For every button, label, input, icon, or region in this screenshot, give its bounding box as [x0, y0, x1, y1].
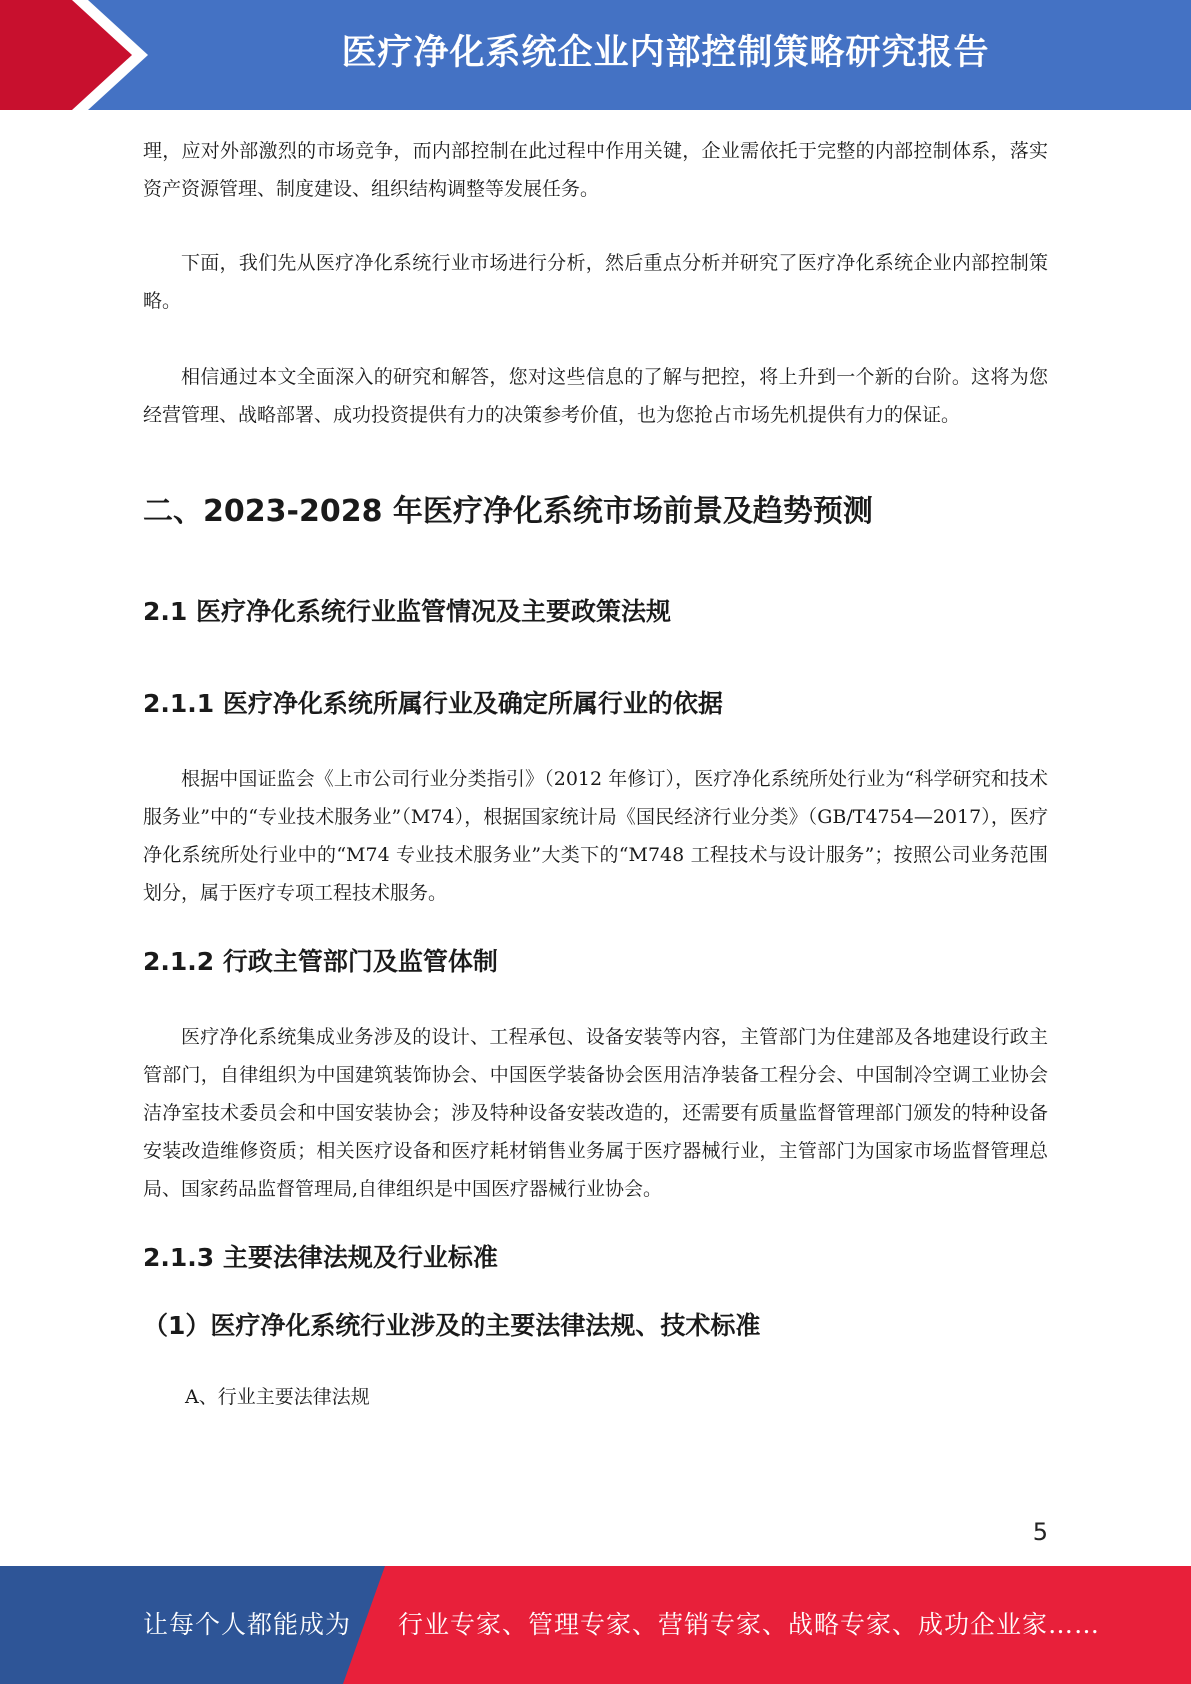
paragraph-intro-continued: 理，应对外部激烈的市场竞争，而内部控制在此过程中作用关键，企业需依托于完整的内部控制体系，落实资产资源管理、制度建设、组织结构调整等发展任务。: [143, 140, 1048, 200]
subsection-heading-2-1-1: 2.1.1 医疗净化系统所属行业及确定所属行业的依据: [143, 689, 723, 718]
footer-slogan-left: 让每个人都能成为: [143, 1610, 352, 1639]
section-heading-2: 二、2023-2028 年医疗净化系统市场前景及趋势预测: [143, 494, 873, 529]
paragraph-industry-classification: 根据中国证监会《上市公司行业分类指引》（2012 年修订），医疗净化系统所处行业为“科学研究和技术服务业”中的“专业技术服务业”（M74），根据国家统计局《国民经济行业分类》（GB/T4754—2017），医疗净化系统所处行业中的“M74 专业技术服务业”大类下的“M748 工程技术与设计服务”；按照公司业务范围划分，属于医疗专项工程技术服务。: [143, 768, 1048, 904]
document-body: [143, 132, 1048, 1409]
subsection-heading-laws-standards: （1）医疗净化系统行业涉及的主要法律法规、技术标准: [143, 1311, 761, 1340]
subsection-heading-2-1-3: 2.1.3 主要法律法规及行业标准: [143, 1243, 498, 1272]
list-item-a: A、行业主要法律法规: [185, 1386, 370, 1408]
footer-slogan-right: 行业专家、管理专家、营销专家、战略专家、成功企业家……: [398, 1610, 1101, 1639]
subsection-heading-2-1: 2.1 医疗净化系统行业监管情况及主要政策法规: [143, 597, 671, 626]
paragraph-value: 相信通过本文全面深入的研究和解答，您对这些信息的了解与把控，将上升到一个新的台阶。这将为您经营管理、战略部署、成功投资提供有力的决策参考价值，也为您抢占市场先机提供有力的保证。: [143, 366, 1048, 426]
report-title: 医疗净化系统企业内部控制策略研究报告: [341, 33, 990, 73]
page-number: 5: [1032, 1518, 1048, 1546]
page-header: [0, 0, 1191, 110]
subsection-heading-2-1-2: 2.1.2 行政主管部门及监管体制: [143, 947, 498, 976]
page-footer: [0, 1566, 1191, 1684]
paragraph-overview: 下面，我们先从医疗净化系统行业市场进行分析，然后重点分析并研究了医疗净化系统企业内部控制策略。: [143, 252, 1048, 312]
paragraph-regulation: 医疗净化系统集成业务涉及的设计、工程承包、设备安装等内容，主管部门为住建部及各地建设行政主管部门，自律组织为中国建筑装饰协会、中国医学装备协会医用洁净装备工程分会、中国制冷空调工业协会洁净室技术委员会和中国安装协会；涉及特种设备安装改造的，还需要有质量监督管理部门颁发的特种设备安装改造维修资质；相关医疗设备和医疗耗材销售业务属于医疗器械行业，主管部门为国家市场监督管理总局、国家药品监督管理局,自律组织是中国医疗器械行业协会。: [143, 1026, 1048, 1200]
header-arrow-decoration: [0, 0, 160, 110]
